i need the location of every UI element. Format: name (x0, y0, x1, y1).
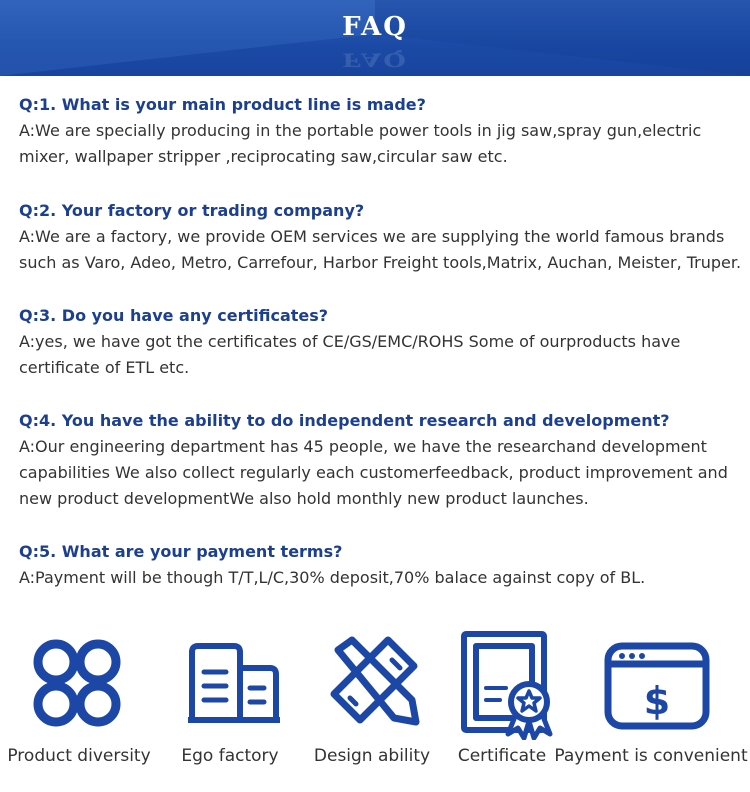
faq-banner (0, 0, 750, 76)
page-title: FAQ (342, 12, 408, 42)
faq-answer-3: A:yes, we have got the certificates of CE/GS/EMC/ROHS Some of ourproducts have certificate of ETL etc. (19, 332, 681, 377)
svg-text:$: $ (643, 679, 671, 723)
pencil-ruler-icon (326, 630, 422, 734)
certificate-badge-icon (460, 630, 566, 740)
faq-item-5 (19, 539, 744, 591)
faq-item-4 (19, 408, 744, 512)
faq-answer-2: A:We are a factory, we provide OEM services we are supplying the world famous brands such as Varo, Adeo, Metro, Carrefour, Harbor Freight tools,Matrix, Auchan, Meister, Truper. (19, 227, 742, 272)
page-title-reflection: FAQ (342, 48, 408, 70)
faq-question-5: Q:5. What are your payment terms? (19, 542, 343, 561)
feature-label-certificate: Certificate (457, 746, 547, 766)
dollar-card-icon (602, 630, 712, 734)
faq-question-2: Q:2. Your factory or trading company? (19, 201, 365, 220)
faq-item-2 (19, 198, 744, 276)
faq-list (19, 92, 744, 591)
faq-answer-4: A:Our engineering department has 45 people, we have the researchand development capabilities We also collect regularly each customerfeedback, product improvement and new product developmentWe also hold monthly new product launches. (19, 437, 728, 508)
faq-question-4: Q:4. You have the ability to do independent research and development? (19, 411, 670, 430)
feature-label-product-diversity: Product diversity (7, 746, 151, 766)
factory-buildings-icon (186, 630, 282, 734)
faq-answer-5: A:Payment will be though T/T,L/C,30% deposit,70% balace against copy of BL. (19, 568, 646, 587)
faq-question-1: Q:1. What is your main product line is made? (19, 95, 426, 114)
faq-item-3 (19, 303, 744, 381)
feature-label-ego-factory: Ego factory (181, 746, 279, 766)
faq-answer-1: A:We are specially producing in the portable power tools in jig saw,spray gun,electric mixer, wallpaper stripper ,reciprocating saw,circular saw etc. (19, 121, 702, 166)
feature-label-payment: Payment is convenient (554, 746, 748, 766)
four-circles-icon (28, 630, 124, 734)
faq-item-1 (19, 92, 744, 170)
feature-label-design-ability: Design ability (313, 746, 431, 766)
faq-question-3: Q:3. Do you have any certificates? (19, 306, 329, 325)
